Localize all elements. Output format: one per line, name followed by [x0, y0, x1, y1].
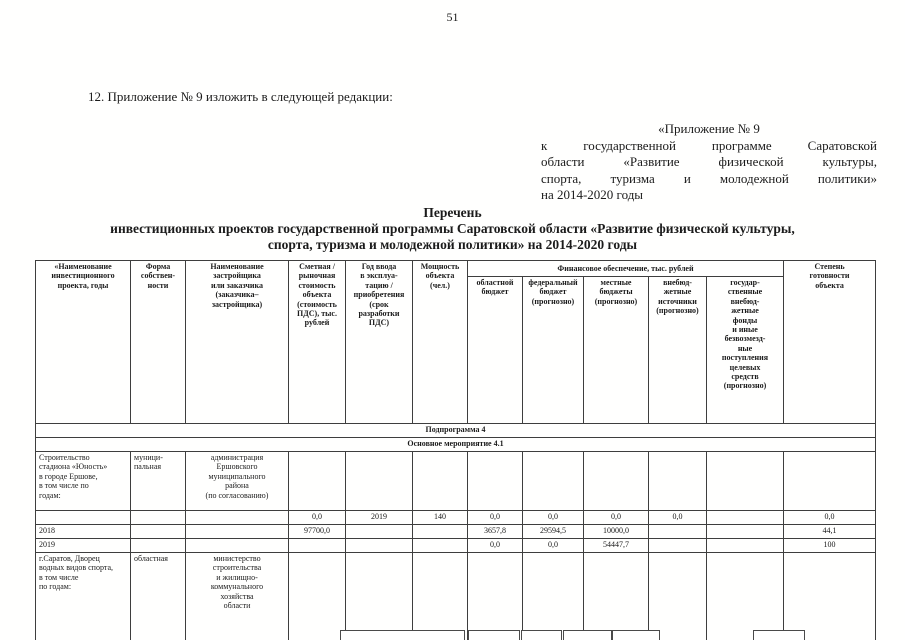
- col-header-developer: Наименование застройщика или заказчика (заказчика– застройщика): [186, 261, 289, 424]
- subprogram-label: Подпрограмма 4: [36, 424, 876, 438]
- table-cell: министерство строительства и жилищно- коммунального хозяйства области: [186, 553, 289, 640]
- table-cell: [346, 539, 413, 553]
- scan-fragment: [753, 630, 805, 640]
- table-cell: 0,0: [584, 511, 649, 525]
- table-header-row: [36, 261, 876, 277]
- title-line: спорта, туризма и молодежной политики» на 2014-2020 годы: [267, 237, 638, 252]
- col-header-extrabudget-sources: внебюд- жетные источники (прогнозно): [649, 277, 707, 424]
- table-cell: [289, 452, 346, 511]
- scan-fragment: [521, 630, 562, 640]
- table-cell: 2019: [346, 511, 413, 525]
- intro-paragraph: 12. Приложение № 9 изложить в следующей редакции:: [88, 89, 393, 104]
- col-header-local-budgets: местные бюджеты (прогнозно): [584, 277, 649, 424]
- col-header-regional-budget: областной бюджет: [468, 277, 523, 424]
- table-cell: 3657,8: [468, 525, 523, 539]
- table-cell: [707, 525, 784, 539]
- table-cell: 0,0: [468, 539, 523, 553]
- col-header-federal-budget: федеральный бюджет (прогнозно): [523, 277, 584, 424]
- table-cell: [584, 452, 649, 511]
- table-cell: 0,0: [468, 511, 523, 525]
- annex-line: области «Развитие физической культуры,: [541, 154, 877, 169]
- table-cell: [346, 452, 413, 511]
- table-cell: 2018: [36, 525, 131, 539]
- table-cell: [784, 452, 876, 511]
- annex-line: на 2014-2020 годы: [541, 187, 644, 202]
- table-cell: [131, 539, 186, 553]
- table-cell: [649, 452, 707, 511]
- table-cell: [707, 553, 784, 640]
- main-event-label: Основное мероприятие 4.1: [36, 438, 876, 452]
- table-cell: администрация Ершовского муниципального района (по согласованию): [186, 452, 289, 511]
- table-cell: [649, 553, 707, 640]
- table-cell: [186, 525, 289, 539]
- col-header-finance-group: Финансовое обеспечение, тыс. рублей: [468, 261, 784, 277]
- table-row: [36, 525, 876, 539]
- table-cell: 0,0: [784, 511, 876, 525]
- table-cell: [346, 525, 413, 539]
- table-cell: 0,0: [523, 511, 584, 525]
- table-cell: [413, 525, 468, 539]
- table-cell: 29594,5: [523, 525, 584, 539]
- col-header-project: «Наименование инвестиционного проекта, годы: [36, 261, 131, 424]
- table-cell: 10000,0: [584, 525, 649, 539]
- table-cell: [468, 452, 523, 511]
- table-cell: г.Саратов, Дворец водных видов спорта, в том числе по годам:: [36, 553, 131, 640]
- scan-fragment: [612, 630, 660, 640]
- section-row-main-event: [36, 438, 876, 452]
- col-header-readiness: Степень готовности объекта: [784, 261, 876, 424]
- table-row: [36, 539, 876, 553]
- document-title: [0, 205, 905, 253]
- col-header-state-funds: государ- ственные внебюд- жетные фонды и иные безвозмезд- ные поступления целевых средств (прогнозно): [707, 277, 784, 424]
- table-cell: [346, 553, 413, 640]
- table-cell: [784, 553, 876, 640]
- table-cell: 2019: [36, 539, 131, 553]
- table-cell: 100: [784, 539, 876, 553]
- table-cell: 0,0: [289, 511, 346, 525]
- table-cell: [468, 553, 523, 640]
- table-cell: [186, 511, 289, 525]
- table-row: [36, 511, 876, 525]
- table-cell: [523, 452, 584, 511]
- table-cell: [289, 553, 346, 640]
- table-cell: [649, 539, 707, 553]
- table-cell: [707, 539, 784, 553]
- table-cell: [413, 452, 468, 511]
- table-cell: [131, 511, 186, 525]
- annex-reference-block: [541, 121, 877, 204]
- table-row: [36, 553, 876, 640]
- scan-fragment: [340, 630, 465, 640]
- table-cell: [36, 511, 131, 525]
- table-cell: [289, 539, 346, 553]
- table-cell: [131, 525, 186, 539]
- title-line: инвестиционных проектов государственной программы Саратовской области «Развитие физической культуры,: [110, 221, 795, 236]
- table-cell: 0,0: [649, 511, 707, 525]
- table-cell: [413, 553, 468, 640]
- table-cell: 97700,0: [289, 525, 346, 539]
- scan-fragment: [563, 630, 612, 640]
- table-cell: 140: [413, 511, 468, 525]
- table-cell: [186, 539, 289, 553]
- projects-table: [35, 260, 876, 640]
- scan-fragment: [468, 630, 520, 640]
- col-header-ownership: Форма собствен- ности: [131, 261, 186, 424]
- table-cell: [584, 553, 649, 640]
- page-number: 51: [446, 10, 459, 24]
- table-cell: 44,1: [784, 525, 876, 539]
- col-header-capacity: Мощность объекта (чел.): [413, 261, 468, 424]
- table-cell: [413, 539, 468, 553]
- table-cell: [707, 452, 784, 511]
- annex-line: спорта, туризма и молодежной политики»: [541, 170, 877, 186]
- table-cell: [523, 553, 584, 640]
- section-row-subprogram: [36, 424, 876, 438]
- annex-line: к государственной программе Саратовской: [541, 137, 877, 153]
- table-cell: [649, 525, 707, 539]
- col-header-cost: Сметная / рыночная стоимость объекта (стоимость ПДС), тыс. рублей: [289, 261, 346, 424]
- table-cell: [707, 511, 784, 525]
- table-row: [36, 452, 876, 511]
- title-line: Перечень: [423, 205, 482, 220]
- table-cell: муници- пальная: [131, 452, 186, 511]
- col-header-year: Год ввода в эксплуа- тацию / приобретения (срок разработки ПДС): [346, 261, 413, 424]
- table-cell: Строительство стадиона «Юность» в городе Ершове, в том числе по годам:: [36, 452, 131, 511]
- table-cell: областная: [131, 553, 186, 640]
- table-cell: 54447,7: [584, 539, 649, 553]
- annex-line: «Приложение № 9: [658, 121, 760, 136]
- table-cell: 0,0: [523, 539, 584, 553]
